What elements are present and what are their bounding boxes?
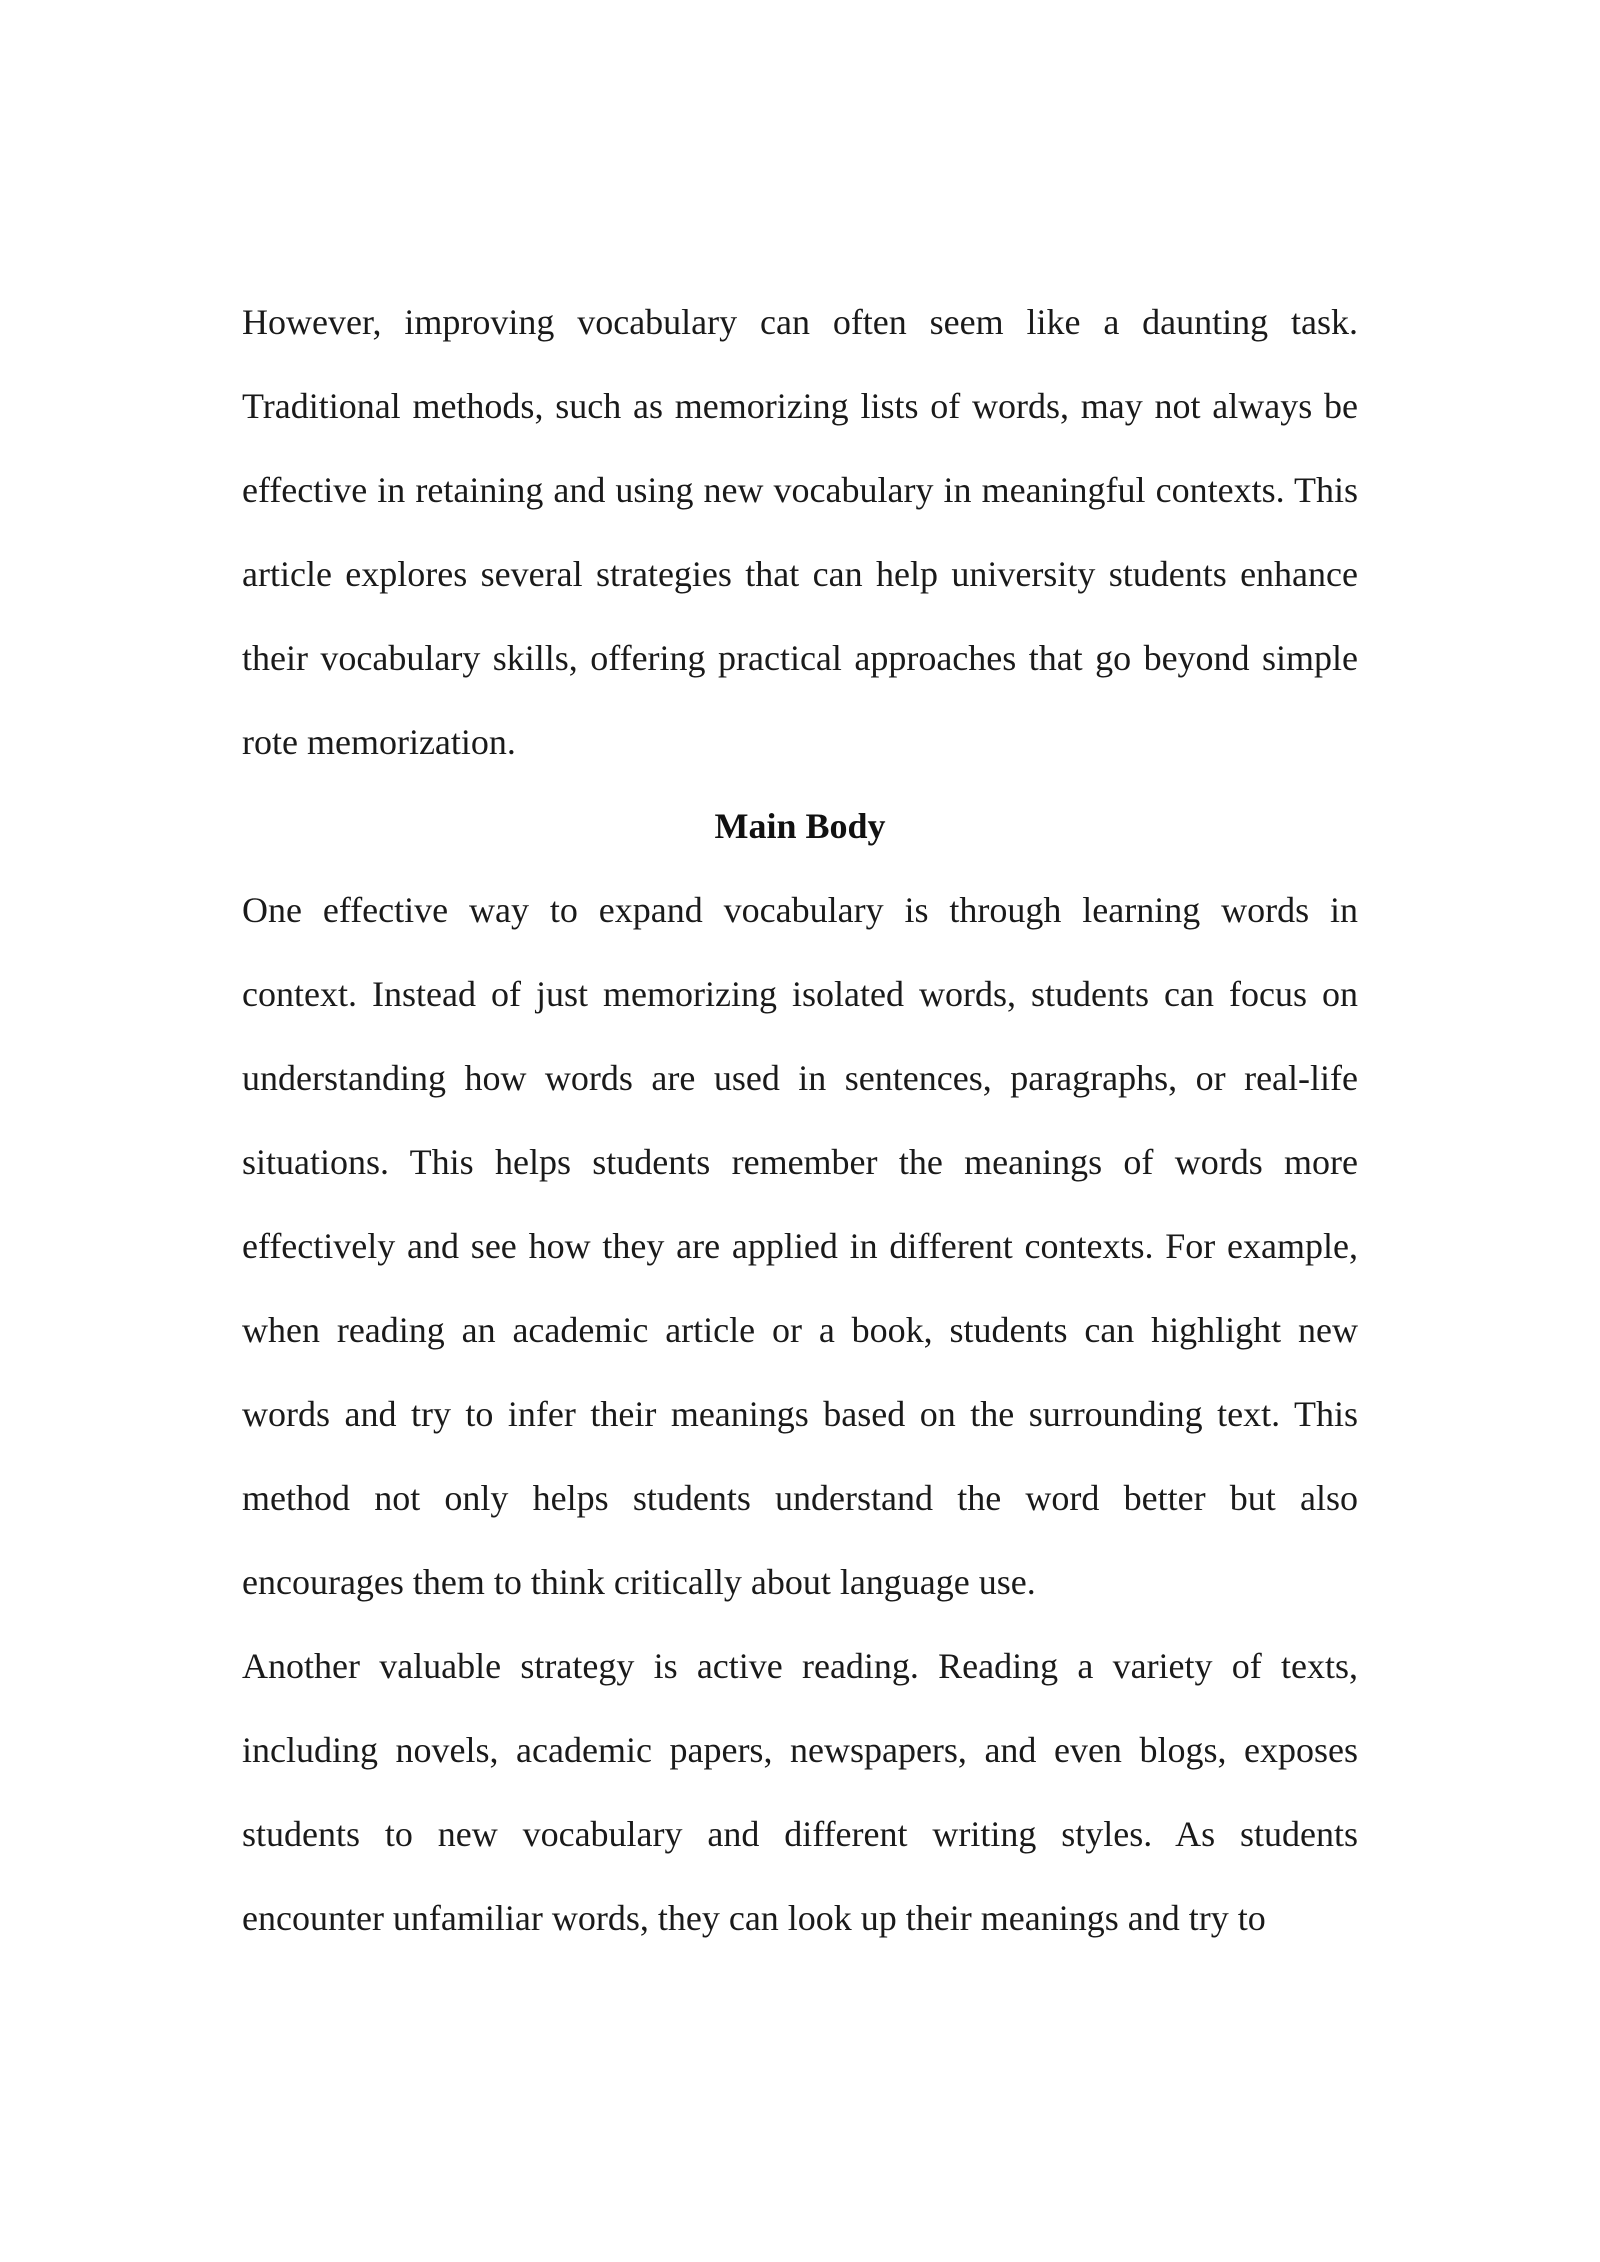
section-heading: Main Body: [714, 806, 886, 846]
intro-paragraph: However, improving vocabulary can often seem like a daunting task. Traditional methods, such as memorizing lists of words, may not always be effective in retaining and using new vocabulary in meaningful contexts. This article explores several strategies that can help university students enhance their vocabulary skills, offering practical approaches that go beyond simple rote memorization.: [242, 302, 1358, 762]
body-paragraph-active-reading: Another valuable strategy is active reading. Reading a variety of texts, including novels, academic papers, newspapers, and even blogs, exposes students to new vocabulary and different writing styles. As students encounter unfamiliar words, they can look up their meanings and try to: [242, 1646, 1358, 1938]
body-paragraph-context-learning: One effective way to expand vocabulary is through learning words in context. Instead of just memorizing isolated words, students can focus on understanding how words are used in sentences, paragraphs, or real-life situations. This helps students remember the meanings of words more effectively and see how they are applied in different contexts. For example, when reading an academic article or a book, students can highlight new words and try to infer their meanings based on the surrounding text. This method not only helps students understand the word better but also encourages them to think critically about language use.: [242, 890, 1358, 1602]
document-body: [242, 280, 1358, 1960]
